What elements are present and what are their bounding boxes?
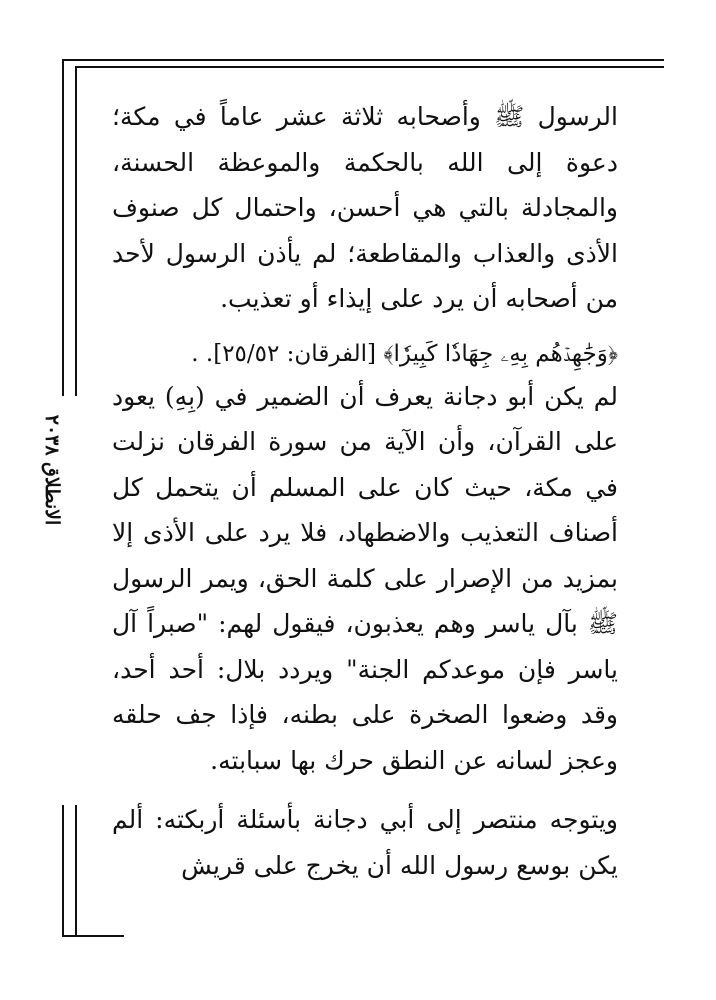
frame-left-rule [62, 59, 64, 396]
paragraph-2: لم يكن أبو دجانة يعرف أن الضمير في (بِهِ) يعود على القرآن، وأن الآية من سورة الفرقان نزلت في مكة، حيث كان على المسلم أن يتحمل كل أصناف التعذيب والاضطهاد، فلا يرد على الأذى إلا بمزيد من الإصرار على كلمة الحق، ويمر الرسول ﷺ بآل ياسر وهم يعذبون، فيقول لهم: "صبراً آل ياسر فإن موعدكم الجنة" ويردد بلال: أحد أحد، وقد وضعوا الصخرة على بطنه، فإذا جف حلقه وعجز لسانه عن النطق حرك بها سبابته. [112, 381, 618, 775]
frame-left-inner-rule [75, 66, 77, 396]
paragraph-3: ويتوجه منتصر إلى أبي دجانة بأسئلة أربكته: ألم يكن بوسع رسول الله أن يخرج على قريش [112, 805, 618, 880]
running-header: الانطلاق ٢٠٣٨ [41, 414, 63, 526]
page-body [112, 94, 618, 888]
frame-left-lower-inner-rule [75, 805, 77, 936]
frame-top-inner-rule [75, 66, 664, 68]
paragraph-1: الرسول ﷺ وأصحابه ثلاثة عشر عاماً في مكة؛ دعوة إلى الله بالحكمة والموعظة الحسنة، والمجادلة بالتي هي أحسن، واحتمال كل صنوف الأذى والعذاب والمقاطعة؛ لم يأذن الرسول لأحد من أصحابه أن يرد على إيذاء أو تعذيب. [112, 102, 618, 313]
frame-bottom-rule [62, 935, 124, 937]
frame-left-lower-rule [62, 805, 64, 936]
frame-top-rule [62, 59, 664, 61]
quran-verse: ﴿وَجَٰهِدۡهُم بِهِۦ جِهَادٗا كَبِيرٗا﴾ [الفرقان: ٢٥/٥٢]. . [191, 340, 618, 367]
